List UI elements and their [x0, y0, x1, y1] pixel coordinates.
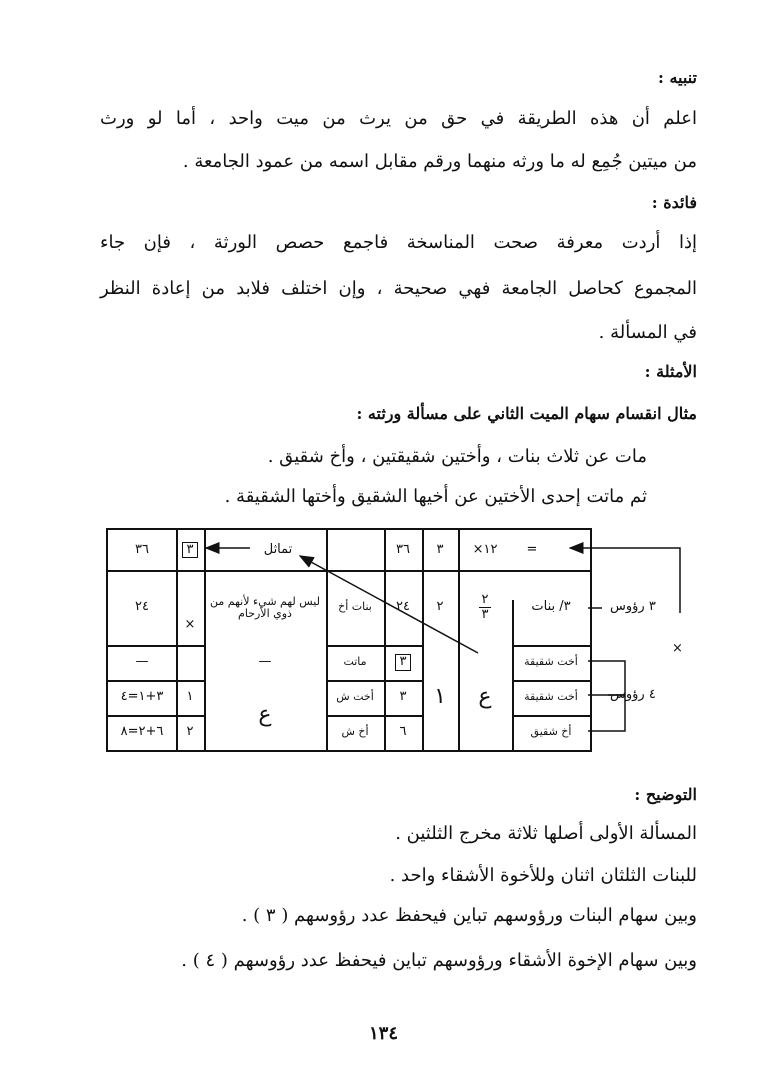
times-sign: × — [184, 616, 196, 632]
sister-count: ١ — [186, 689, 194, 705]
asl-first: ٣ — [436, 541, 444, 557]
maatat-label: ماتت — [343, 655, 367, 669]
brother-label: أخ ش — [341, 725, 369, 739]
page-number: ١٣٤ — [368, 1023, 398, 1044]
equals-sign: = — [526, 541, 538, 557]
munasakha-table — [100, 523, 700, 753]
ayn-second: ع — [258, 701, 272, 727]
tamathul-label: تماثل — [263, 541, 293, 557]
explanation-line-4: وبين سهام الإخوة الأشقاء ورؤوسهم تباين فيحفظ عدد رؤوسهم ( ٤ ) . — [181, 950, 697, 971]
heir-brother: أخ شقيق — [530, 725, 572, 739]
dash-second: — — [135, 654, 149, 670]
boxed-dead-share: ٣ — [395, 654, 412, 670]
tanbih-line-2: من ميتين جُمِع له ما ورثه منهما ورقم مقابل اسمه من عمود الجامعة . — [182, 151, 697, 172]
fraction-denominator: ٣ — [481, 607, 489, 622]
heir-daughters: ٣/ بنات — [531, 599, 571, 615]
heading-amthila: الأمثلة : — [644, 362, 697, 381]
total-first: ٣٦ — [396, 541, 410, 557]
ayn-first: ع — [478, 684, 492, 710]
explanation-line-2: للبنات الثلثان اثنان وللأخوة الأشقاء واحد . — [389, 865, 697, 886]
sister-sum: ٣+١=٤ — [120, 689, 164, 705]
brother-sum: ٦+٢=٨ — [120, 724, 164, 740]
faida-line-1: إذا أردت معرفة صحت المناسخة فاجمع حصص الورثة ، فإن جاء — [100, 232, 697, 253]
heading-faida: فائدة : — [651, 193, 697, 212]
daughters-of-brother: بنات أخ — [338, 600, 372, 614]
example-line-2: ثم ماتت إحدى الأختين عن أخيها الشقيق وأختها الشقيقة . — [224, 486, 647, 507]
sister-label: أخت ش — [336, 690, 374, 704]
tanbih-line-1: اعلم أن هذه الطريقة في حق من يرث من ميت واحد ، أما لو ورث — [100, 108, 697, 129]
dash-first: — — [258, 654, 272, 670]
total-second: ٣٦ — [135, 541, 149, 557]
fraction-numerator: ٢ — [479, 593, 492, 608]
heading-tawdih: التوضيح : — [634, 785, 697, 804]
heir-sister-1: أخت شقيقة — [524, 655, 578, 669]
ruus-three: ٣ رؤوس — [610, 599, 656, 614]
sister-share: ٣ — [399, 689, 407, 705]
diagram-arrows — [100, 523, 700, 753]
outer-times: × — [672, 641, 683, 656]
daughters-share-second: ٢٤ — [135, 599, 149, 615]
faida-line-2: المجموع كحاصل الجامعة فهي صحيحة ، وإن اختلف فلابد من إعادة النظر — [100, 278, 697, 299]
brother-count: ٢ — [186, 724, 194, 740]
not-heirs-note: ليس لهم شيء لأنهم من ذوي الأرحام — [210, 594, 320, 620]
daughters-share: ٢٤ — [396, 599, 410, 615]
faida-line-3: في المسألة . — [598, 322, 697, 343]
explanation-line-1: المسألة الأولى أصلها ثلاثة مخرج الثلثين . — [395, 823, 697, 844]
brother-share: ٦ — [399, 724, 407, 740]
heir-sister-2: أخت شقيقة — [524, 690, 578, 704]
ruus-four: ٤ رؤوس — [610, 687, 656, 702]
heading-tanbih: تنبيه : — [658, 68, 697, 87]
boxed-second: ٣ — [182, 542, 199, 558]
one-share: ١ — [434, 684, 446, 710]
explanation-line-3: وبين سهام البنات ورؤوسهم تباين فيحفظ عدد رؤوسهم ( ٣ ) . — [241, 905, 697, 926]
example-line-1: مات عن ثلاث بنات ، وأختين شقيقتين ، وأخ شقيق . — [267, 446, 647, 467]
example-title: مثال انقسام سهام الميت الثاني على مسألة ورثته : — [356, 404, 697, 423]
multiplier: ×١٢ — [472, 541, 498, 557]
daughters-asl: ٢ — [436, 599, 444, 615]
